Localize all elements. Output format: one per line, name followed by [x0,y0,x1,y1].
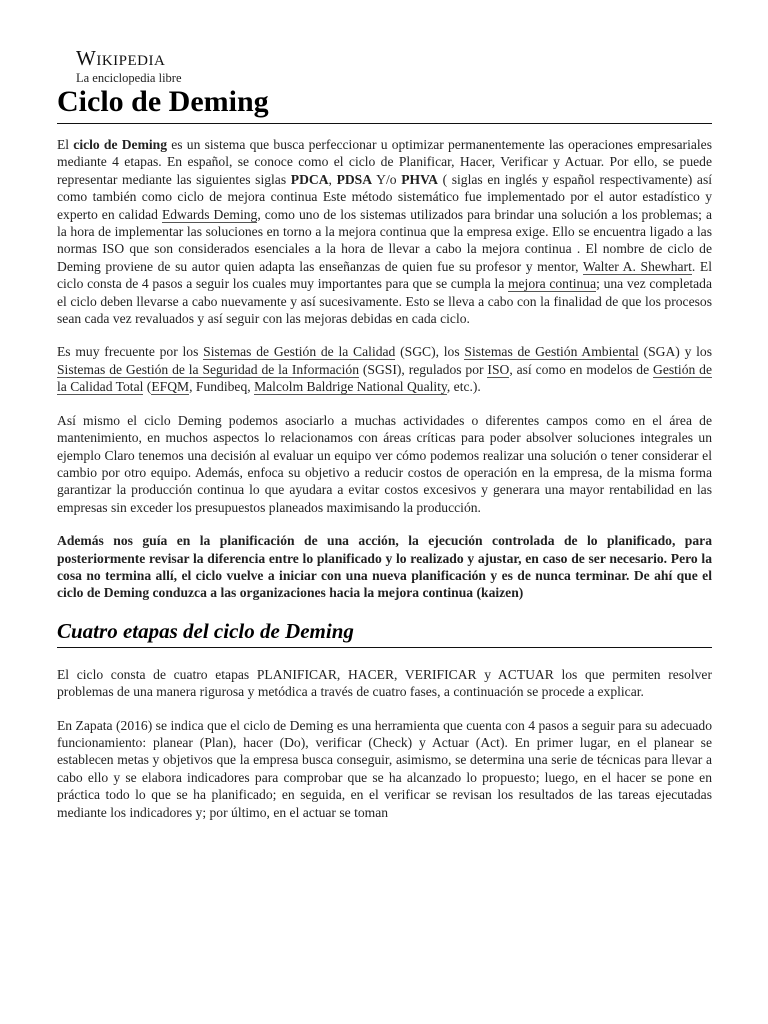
bold-term-pdsa: PDSA [336,171,373,187]
link-sistemas-gestion-calidad[interactable]: Sistemas de Gestión de la Calidad [203,344,396,360]
paragraph-intro [57,136,712,327]
link-malcolm-baldrige[interactable]: Malcolm Baldrige National Quality [254,379,447,395]
article-body [57,136,712,837]
link-sistemas-gestion-seguridad-informacion[interactable]: Sistemas de Gestión de la Seguridad de la Información [57,361,360,377]
link-mejora-continua[interactable]: mejora continua [507,276,597,292]
paragraph-bold-guidance: Además nos guía en la planificación de una acción, la ejecución controlada de lo planificado, para posteriormente revisar la diferencia entre lo planificado y lo realizado y ajustar, en caso de ser necesario. Pero la cosa no termina allí, el ciclo vuelve a iniciar con una nueva planificación y es de nunca terminar. De ahí que el ciclo de Deming conduzca a las organizaciones hacia la mejora continua (kaizen) [57,533,712,601]
wikipedia-wordmark: Wikipedia [76,46,166,70]
text: Y/o [372,171,402,187]
text: , Fundibeq, [189,379,255,395]
text: (SGSI), regulados por [359,361,488,377]
text: ( siglas en inglés y español respectivamente) así como también como ciclo de mejora continua Este método sistemático fue implementado por el autor estadístico y experto en calidad [57,171,713,222]
link-iso[interactable]: ISO [487,361,510,377]
wikipedia-logo[interactable] [76,48,182,85]
link-edwards-deming[interactable]: Edwards Deming [161,206,258,222]
text: El [57,137,74,152]
section-heading-cuatro-etapas: Cuatro etapas del ciclo de Deming [57,618,712,648]
wikipedia-tagline: La enciclopedia libre [76,71,182,85]
link-sistemas-gestion-ambiental[interactable]: Sistemas de Gestión Ambiental [464,344,639,360]
paragraph-usage [57,343,712,395]
text: , etc.). [446,379,481,395]
bold-term-phva: PHVA [401,171,438,187]
text: Es muy frecuente por los [57,344,204,360]
text: . El ciclo consta de 4 pasos a seguir los cuales muy importantes para que se cumpla la [57,258,712,292]
text: es un sistema que busca perfeccionar u optimizar permanentemente las operaciones empresariales mediante 4 etapas. En español, se conoce como el ciclo de Planificar, Hacer, Verificar y Actuar. Por ello, se puede representar mediante las siguientes siglas [57,137,712,187]
text: ; una vez completada el ciclo deben llevarse a cabo nuevamente y así sucesivamente. Esto se lleva a cabo con la finalidad de que los procesos sean cada vez revaluados y así seguir con las mejoras debidas en cada ciclo. [57,276,713,327]
text: ( [143,379,152,395]
paragraph-zapata: En Zapata (2016) se indica que el ciclo de Deming es una herramienta que cuenta con 4 pasos a seguir para su adecuado funcionamiento: planear (Plan), hacer (Do), verificar (Check) y Actuar (Act). En primer lugar, en el planear se establecen metas y objetivos que la empresa busca conseguir, asimismo, se determina una serie de técnicas para llevar a cabo ello y se elabora indicadores para comprobar que se ha alcanzado lo propuesto; luego, en el hacer se pone en práctica todo lo que se ha planificado; en seguida, en el verificar se revisan los resultados de las tareas ejecutadas mediante los indicadores y; por último, en el actuar se toman [57,717,712,820]
article-title: Ciclo de Deming [57,84,712,124]
text: , así como en modelos de [509,361,653,377]
text: (SGA) y los [638,344,713,360]
link-gestion-calidad-total[interactable]: Gestión de la Calidad Total [57,361,712,395]
text: , como uno de los sistemas utilizados para brindar una solución a los problemas; a la hora de implementar las soluciones en torno a la mejora continua que la empresa exige. Ello se encuentra ligado a las normas ISO que son considerados esenciales a la hora de llevar a cabo la mejora continua . El nombre de ciclo de Deming proviene de su autor quien adapta las enseñanzas de quien fue su profesor y mentor, [57,206,712,274]
bold-term-pdca: PDCA [290,171,329,187]
paragraph-four-stages: El ciclo consta de cuatro etapas PLANIFICAR, HACER, VERIFICAR y ACTUAR los que permiten resolver problemas de una manera rigurosa y metódica a través de cuatro fases, a continuación se procede a explicar. [57,666,712,700]
paragraph-maintenance: Así mismo el ciclo Deming podemos asociarlo a muchas actividades o diferentes campos como en el área de mantenimiento, en muchos aspectos lo relacionamos con áreas críticas para poder absolver soluciones integrales un ejemplo Claro tenemos una decisión al evaluar un equipo ver cómo podemos realizar una solución o tener considerar el cambio por otro equipo. Además, enfoca su objetivo a reducir costos de operación en la empresa, de la misma forma garantizar la producción continua lo que ayudara a evitar costos excesivos y generara una mayor rentabilidad en las empresas sin exceder los presupuestos planeados maximisando la producción. [57,412,712,515]
text: , [328,171,337,187]
link-walter-shewhart[interactable]: Walter A. Shewhart [582,258,692,274]
link-efqm[interactable]: EFQM [151,379,190,395]
bold-term-ciclo-de-deming: ciclo de Deming [73,137,168,152]
text: (SGC), los [395,344,465,360]
